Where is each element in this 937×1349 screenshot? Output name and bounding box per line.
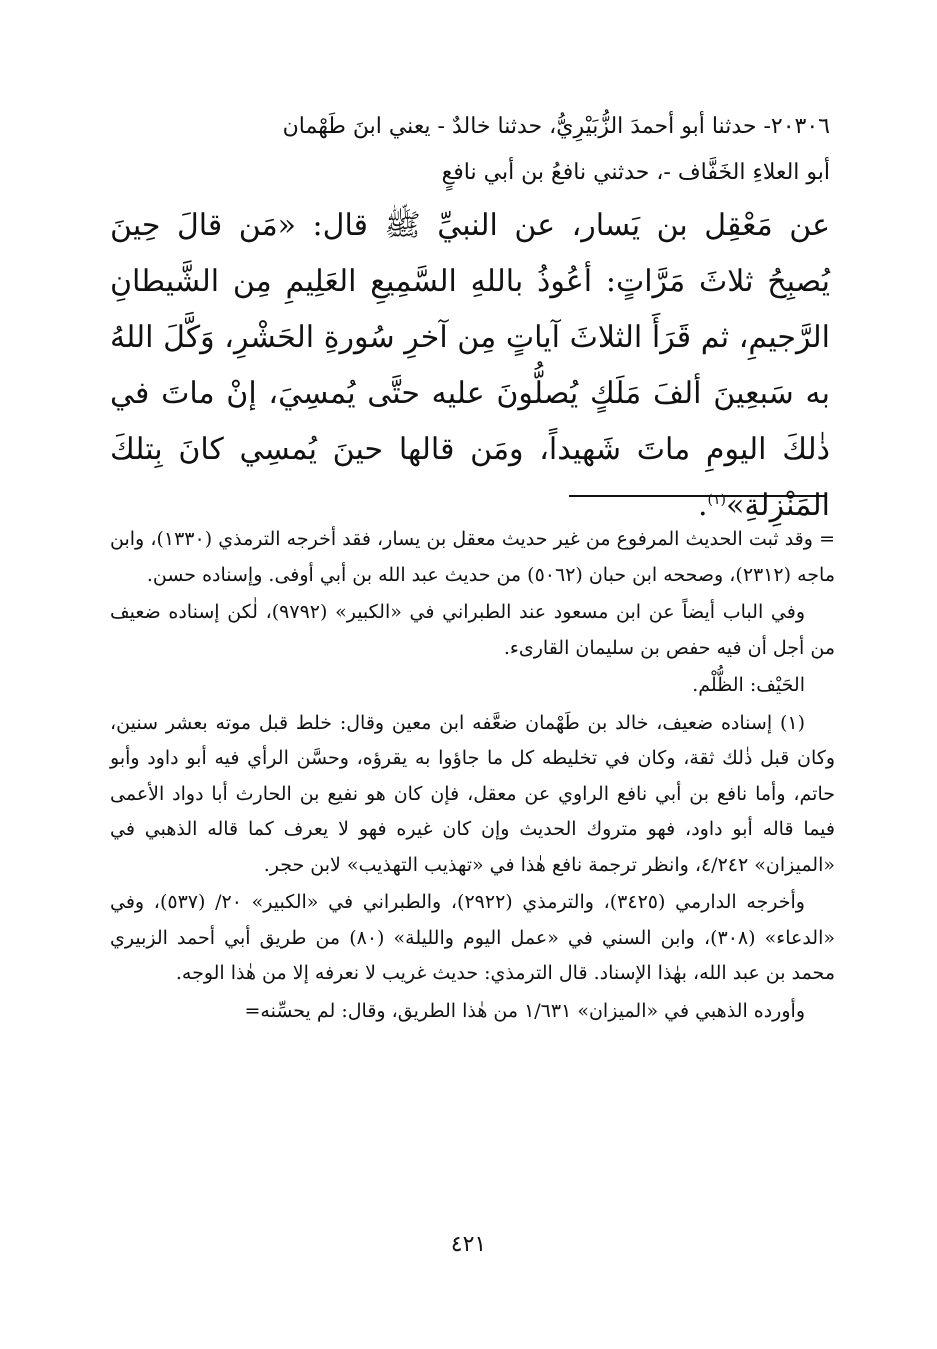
page-number: ٤٢١ — [450, 1232, 487, 1257]
hadith-chain — [110, 104, 830, 196]
chain-line-2: أبو العلاءِ الخَفَّاف -، حدثني نافعُ بن أبي نافعٍ — [441, 160, 830, 185]
footnote-1: (١) إسناده ضعيف، خالد بن طَهْمان ضعَّفه ابن معين وقال: خلط قبل موته بعشر سنين، وكان قبل ذٰلك ثقة، وكان في تخليطه كل ما جاؤوا به يقرؤه، وحسَّن الرأي فيه أبو داود وأبو حاتم، وأما نافع بن أبي نافع الراوي عن معقل، فإن كان هو نفيع بن الحارث أبا دواد الأعمى فيما قاله أبو داود، فهو متروك الحديث وإن كان غيره فهو لا يعرف كما قاله الذهبي في «الميزان» ٤/٢٤٢، وانظر ترجمة نافع هٰذا في «تهذيب التهذيب» لابن حجر. — [110, 711, 835, 876]
footnote-continuation: = وقد ثبت الحديث المرفوع من غير حديث معقل بن يسار، فقد أخرجه الترمذي (١٣٣٠)، وابن ماجه (٢٣١٢)، وصححه ابن حبان (٥٠٦٢) من حديث عبد الله بن أبي أوفى. وإسناده حسن. — [110, 528, 835, 586]
footnote-paragraph: وأورده الذهبي في «الميزان» ١/٦٣١ من هٰذا الطريق، وقال: لم يحسِّنه= — [244, 999, 805, 1022]
footnote-paragraph: الحَيْف: الظُّلْم. — [692, 674, 805, 696]
footnote-paragraph: وأخرجه الدارمي (٣٤٢٥)، والترمذي (٢٩٢٢)، والطبراني في «الكبير» ٢٠/ (٥٣٧)، وفي «الدعاء» (٣٠٨)، وابن السني في «عمل اليوم والليلة» (٨٠) من طريق أبي أحمد الزبيري محمد بن عبد الله، بهٰذا الإسناد. قال الترمذي: حديث غريب لا نعرفه إلا من هٰذا الوجه. — [110, 891, 835, 984]
hadith-matn: عن مَعْقِل بن يَسار، عن النبيِّ ﷺ قال: «مَن قالَ حِينَ يُصبِحُ ثلاثَ مَرَّاتٍ: أعُوذُ باللهِ السَّمِيعِ العَلِيمِ مِن الشَّيطانِ الرَّجيمِ، ثم قَرَأَ الثلاثَ آياتٍ مِن آخرِ سُورةِ الحَشْرِ، وَكَّلَ اللهُ به سَبعِينَ ألفَ مَلَكٍ يُصلُّونَ عليه حتَّى يُمسِيَ، إنْ ماتَ في ذٰلكَ اليومِ ماتَ شَهيداً، ومَن قالها حينَ يُمسِي كانَ بِتلكَ المَنْزِلةِ» — [110, 208, 830, 523]
matn-end-mark: . — [697, 488, 708, 523]
hadith-text — [110, 198, 830, 534]
footnote-reference: (١) — [707, 492, 726, 508]
footnote-divider — [569, 495, 827, 497]
footnote-paragraph: وفي الباب أيضاً عن ابن مسعود عند الطبراني في «الكبير» (٩٧٩٢)، لٰكن إسناده ضعيف من أجل أن فيه حفص بن سليمان القارىء. — [110, 601, 835, 659]
hadith-matn-paragraph — [110, 198, 830, 534]
chain-line-1: ٢٠٣٠٦- حدثنا أبو أحمدَ الزُّبَيْرِيُّ، حدثنا خالدٌ - يعني ابنَ طَهْمان — [282, 114, 830, 139]
footnotes — [110, 522, 835, 1031]
